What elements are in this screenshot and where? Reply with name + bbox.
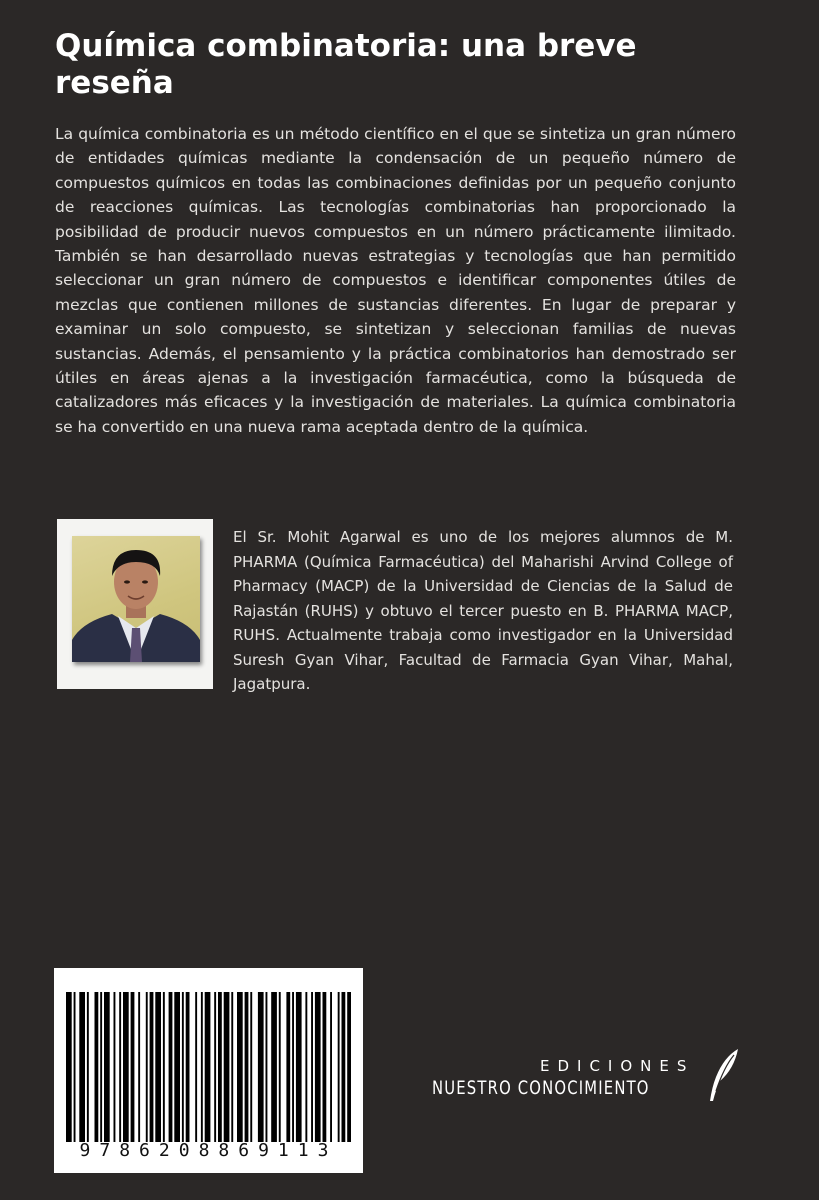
barcode-bar bbox=[150, 992, 154, 1142]
barcode-bar bbox=[214, 992, 216, 1142]
barcode-bar bbox=[323, 992, 327, 1142]
barcode-bar bbox=[305, 992, 307, 1142]
isbn-number: 9786208869113 bbox=[79, 1140, 338, 1161]
barcode-bar bbox=[100, 992, 102, 1142]
barcode-bar bbox=[286, 992, 290, 1142]
barcode-bar bbox=[79, 992, 85, 1142]
barcode-bar bbox=[347, 992, 351, 1142]
barcode-bar bbox=[201, 992, 203, 1142]
barcode-bar bbox=[279, 992, 281, 1142]
author-photo-frame bbox=[57, 519, 213, 689]
barcode-bar bbox=[186, 992, 190, 1142]
barcode-bar bbox=[174, 992, 180, 1142]
barcode-bar bbox=[250, 992, 252, 1142]
barcode-bar bbox=[237, 992, 243, 1142]
barcode-bar bbox=[87, 992, 89, 1142]
barcode-bars bbox=[66, 992, 351, 1142]
publisher-logo bbox=[432, 1047, 752, 1117]
barcode-bar bbox=[330, 992, 332, 1142]
barcode-bar bbox=[266, 992, 268, 1142]
barcode-bar bbox=[245, 992, 249, 1142]
barcode-bar bbox=[123, 992, 129, 1142]
barcode-bar bbox=[146, 992, 148, 1142]
author-photo bbox=[72, 536, 200, 662]
barcode-bar bbox=[155, 992, 161, 1142]
barcode-bar bbox=[119, 992, 121, 1142]
barcode-bar bbox=[74, 992, 76, 1142]
barcode-bar bbox=[258, 992, 264, 1142]
barcode-bar bbox=[138, 992, 140, 1142]
barcode-bar bbox=[205, 992, 211, 1142]
quill-pen-icon bbox=[704, 1047, 742, 1105]
barcode-bar bbox=[271, 992, 277, 1142]
book-description: La química combinatoria es un método científico en el que se sintetiza un gran número de entidades químicas mediante la condensación de un pequeño número de compuestos químicos en todas las combinaciones definidas por un pequeño conjunto de reacciones químicas. Las tecnologías combinatorias han proporcionado la posibilidad de producir nuevos compuestos en un número prácticamente ilimitado. También se han desarrollado nuevas estrategias y tecnologías que han permitido seleccionar un gran número de compuestos e identificar componentes útiles de mezclas que contienen millones de sustancias diferentes. En lugar de preparar y examinar un solo compuesto, se sintetizan y seleccionan familias de nuevas sustancias. Además, el pensamiento y la práctica combinatorios han demostrado ser útiles en áreas ajenas a la investigación farmacéutica, como la búsqueda de catalizadores más eficaces y la investigación de materiales. La química combinatoria se ha convertido en una nueva rama aceptada dentro de la química. bbox=[55, 125, 736, 436]
barcode-bar bbox=[182, 992, 184, 1142]
barcode-bar bbox=[114, 992, 116, 1142]
barcode-bar bbox=[338, 992, 340, 1142]
publisher-name-top: EDICIONES bbox=[540, 1057, 695, 1075]
barcode-bar bbox=[224, 992, 230, 1142]
barcode-bar bbox=[163, 992, 165, 1142]
barcode-bar bbox=[231, 992, 233, 1142]
barcode-bar bbox=[104, 992, 110, 1142]
barcode-bar bbox=[218, 992, 222, 1142]
barcode-bar bbox=[169, 992, 173, 1142]
barcode-bar bbox=[131, 992, 135, 1142]
barcode-bar bbox=[342, 992, 346, 1142]
barcode-bar bbox=[292, 992, 294, 1142]
barcode-bar bbox=[95, 992, 99, 1142]
barcode-bar bbox=[195, 992, 197, 1142]
barcode-bar bbox=[66, 992, 72, 1142]
barcode-bar bbox=[296, 992, 302, 1142]
book-title: Química combinatoria: una breve reseña bbox=[55, 28, 637, 101]
author-biography: El Sr. Mohit Agarwal es uno de los mejores alumnos de M. PHARMA (Química Farmacéutica) del Maharishi Arvind College of Pharmacy (MACP) de la Universidad de Ciencias de la Salud de Rajastán (RUHS) y obtuvo el tercer puesto en B. PHARMA MACP, RUHS. Actualmente trabaja como investigador en la Universidad Suresh Gyan Vihar, Facultad de Farmacia Gyan Vihar, Mahal, Jagatpura. bbox=[233, 528, 733, 693]
isbn-barcode bbox=[54, 968, 363, 1173]
publisher-name-bottom: NUESTRO CONOCIMIENTO bbox=[432, 1077, 650, 1099]
barcode-bar bbox=[311, 992, 313, 1142]
barcode-bar bbox=[315, 992, 321, 1142]
